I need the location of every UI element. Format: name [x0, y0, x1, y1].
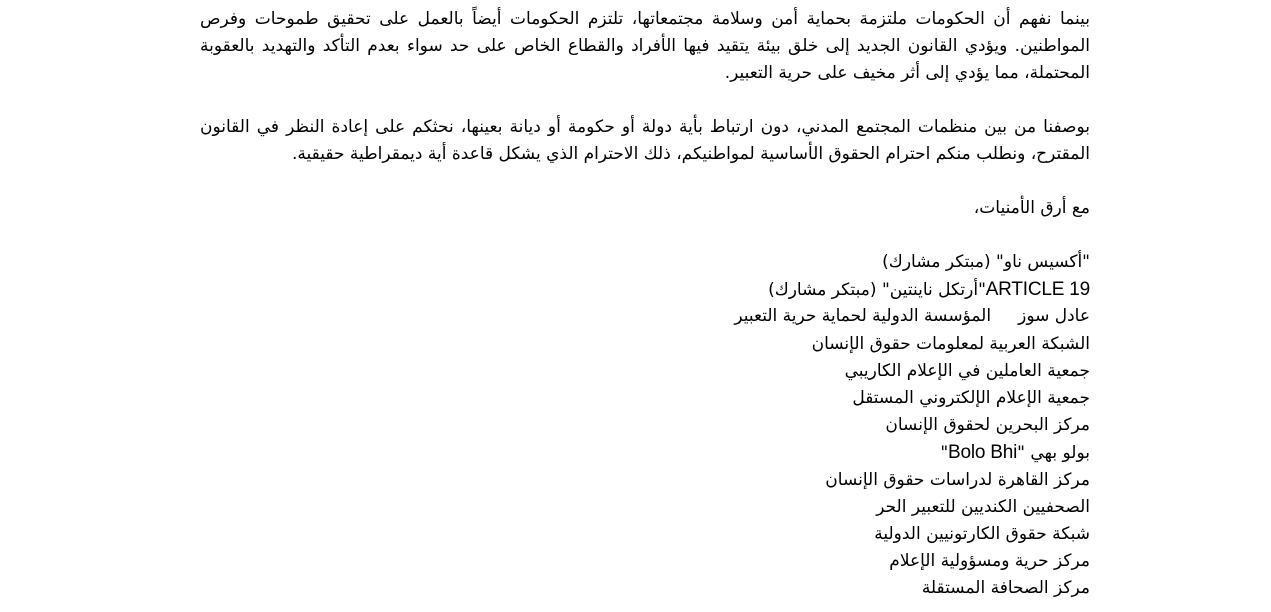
signatory-independent-media: جمعية الإعلام الإلكتروني المستقل	[852, 387, 1090, 408]
signatory-adil-soz: عادل سوز المؤسسة الدولية لحماية حرية التعبير	[734, 306, 1090, 327]
signatory-cairo-institute: مركز القاهرة لدراسات حقوق الإنسان	[825, 469, 1090, 490]
signatory-independent-press: مركز الصحافة المستقلة	[921, 578, 1090, 599]
paragraph-spacer	[200, 87, 1090, 114]
signatory-article-19-latin: ARTICLE 19	[985, 279, 1090, 301]
signatory-canadian-journalists: الصحفيين الكنديين للتعبير الحر	[876, 496, 1090, 517]
paragraph-civil-society: بوصفنا من بين منظمات المجتمع المدني، دون ارتباط بأية دولة أو حكومة أو ديانة بعينها، نحثكم على إعادة النظر في القانون المقترح، ونطلب منكم احترام الحقوق الأساسية لمواطنيكم، ذلك الاحترام الذي يشكل قاعدة أية ديمقراطية حقيقية.	[200, 117, 1090, 164]
signatory-bahrain-center: مركز البحرين لحقوق الإنسان	[885, 415, 1090, 436]
signatory-bolo-bhi	[200, 439, 1090, 466]
letter-body	[200, 6, 1090, 602]
signatory-article-19-arabic: "أرتكل ناينتين" (مبتكر مشارك)	[768, 280, 986, 301]
signatories-list	[200, 249, 1090, 602]
signatory-bolo-bhi-latin: Bolo Bhi	[947, 442, 1018, 464]
signatory-media-freedom-center: مركز حرية ومسؤولية الإعلام	[889, 551, 1090, 572]
signatory-bolo-bhi-quote: "	[940, 443, 948, 464]
paragraph-governments: بينما نفهم أن الحكومات ملتزمة بحماية أمن وسلامة مجتمعاتها، تلتزم الحكومات أيضاً بالعمل على تحقيق طموحات وفرص المواطنين. ويؤدي القانون الجديد إلى خلق بيئة يتقيد فيها الأفراد والقطاع الخاص على حد سواء بعدم التأكد والتهديد بالعقوبة المحتملة، مما يؤدي إلى أثر مخيف على حرية التعبير.	[200, 9, 1090, 83]
signatory-bolo-bhi-arabic: بولو بهي "	[1017, 443, 1090, 464]
signatory-cartoonists-network: شبكة حقوق الكارتونيين الدولية	[874, 523, 1090, 544]
signatory-article-19	[200, 276, 1090, 303]
paragraph-spacer	[200, 168, 1090, 195]
signatory-caribbean-media: جمعية العاملين في الإعلام الكاريبي	[844, 360, 1090, 381]
signatory-anhri: الشبكة العربية لمعلومات حقوق الإنسان	[811, 333, 1090, 354]
signatory-access-now: "أكسيس ناو" (مبتكر مشارك)	[882, 252, 1090, 272]
paragraph-spacer	[200, 222, 1090, 249]
closing-line: مع أرق الأمنيات،	[973, 198, 1090, 218]
